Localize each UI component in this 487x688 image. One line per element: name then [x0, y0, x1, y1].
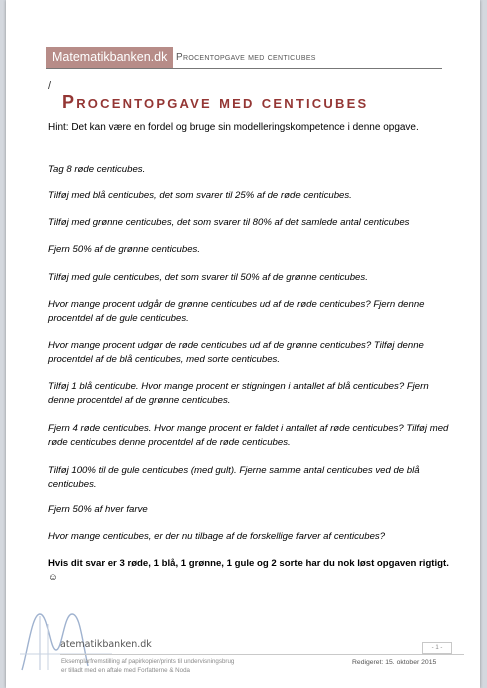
task-6: Hvor mange procent udgår de grønne centicubes ud af de røde centicubes? Fjern denne procentdel af de gule centicubes.	[48, 299, 425, 324]
task-12: Hvor mange centicubes, er der nu tilbage af de forskellige farver af centicubes?	[48, 531, 386, 542]
footer-brand: atematikbanken.dk	[60, 639, 152, 650]
task-7: Hvor mange procent udgør de røde centicubes ud af de grønne centicubes? Tilføj denne procentdel af de blå centicubes, med sorte centicubes.	[48, 340, 424, 365]
header-brand: Matematikbanken.dk	[46, 47, 173, 68]
task-2: Tilføj med blå centicubes, det som svarer til 25% af de røde centicubes.	[48, 190, 352, 201]
task-5: Tilføj med gule centicubes, det som svarer til 50% af de grønne centicubes.	[48, 272, 368, 283]
header-title: Procentopgave med centicubes	[176, 52, 316, 63]
text-cursor: /	[48, 80, 52, 92]
task-4: Fjern 50% af de grønne centicubes.	[48, 244, 200, 255]
task-11: Fjern 50% af hver farve	[48, 504, 148, 515]
task-9: Fjern 4 røde centicubes. Hvor mange procent er faldet i antallet af røde centicubes? Tilføj med røde centicubes denne procentdel af de røde centicubes.	[48, 423, 449, 448]
task-8: Tilføj 1 blå centicube. Hvor mange procent er stigningen i antallet af blå centicubes? Fjern denne procentdel af de grønne centicubes.	[48, 381, 429, 406]
footer-divider	[60, 654, 464, 655]
task-1: Tag 8 røde centicubes.	[48, 164, 146, 175]
page-number: - 1 -	[422, 642, 452, 654]
task-3: Tilføj med grønne centicubes, det som svarer til 80% af det samlede antal centicubes	[48, 217, 410, 228]
footer-copyright-note: Eksemplarfremstilling af papirkopier/prints til undervisningsbrug er tilladt med en aftale med Forfatterne & Noda	[61, 658, 235, 674]
task-10: Tilføj 100% til de gule centicubes (med gult). Fjerne samme antal centicubes ved de blå centicubes.	[48, 465, 420, 490]
document-title: Procentopgave med centicubes	[62, 92, 369, 112]
document-page	[6, 0, 480, 688]
header-divider	[46, 68, 442, 69]
answer-check-text: Hvis dit svar er 3 røde, 1 blå, 1 grønne, 1 gule og 2 sorte har du nok løst opgaven rigtigt. ☺	[48, 558, 449, 583]
hint-text: Hint: Det kan være en fordel og bruge sin modelleringskompetence i denne opgave.	[48, 122, 419, 133]
footer-edit-date: Redigeret: 15. oktober 2015	[352, 659, 437, 666]
